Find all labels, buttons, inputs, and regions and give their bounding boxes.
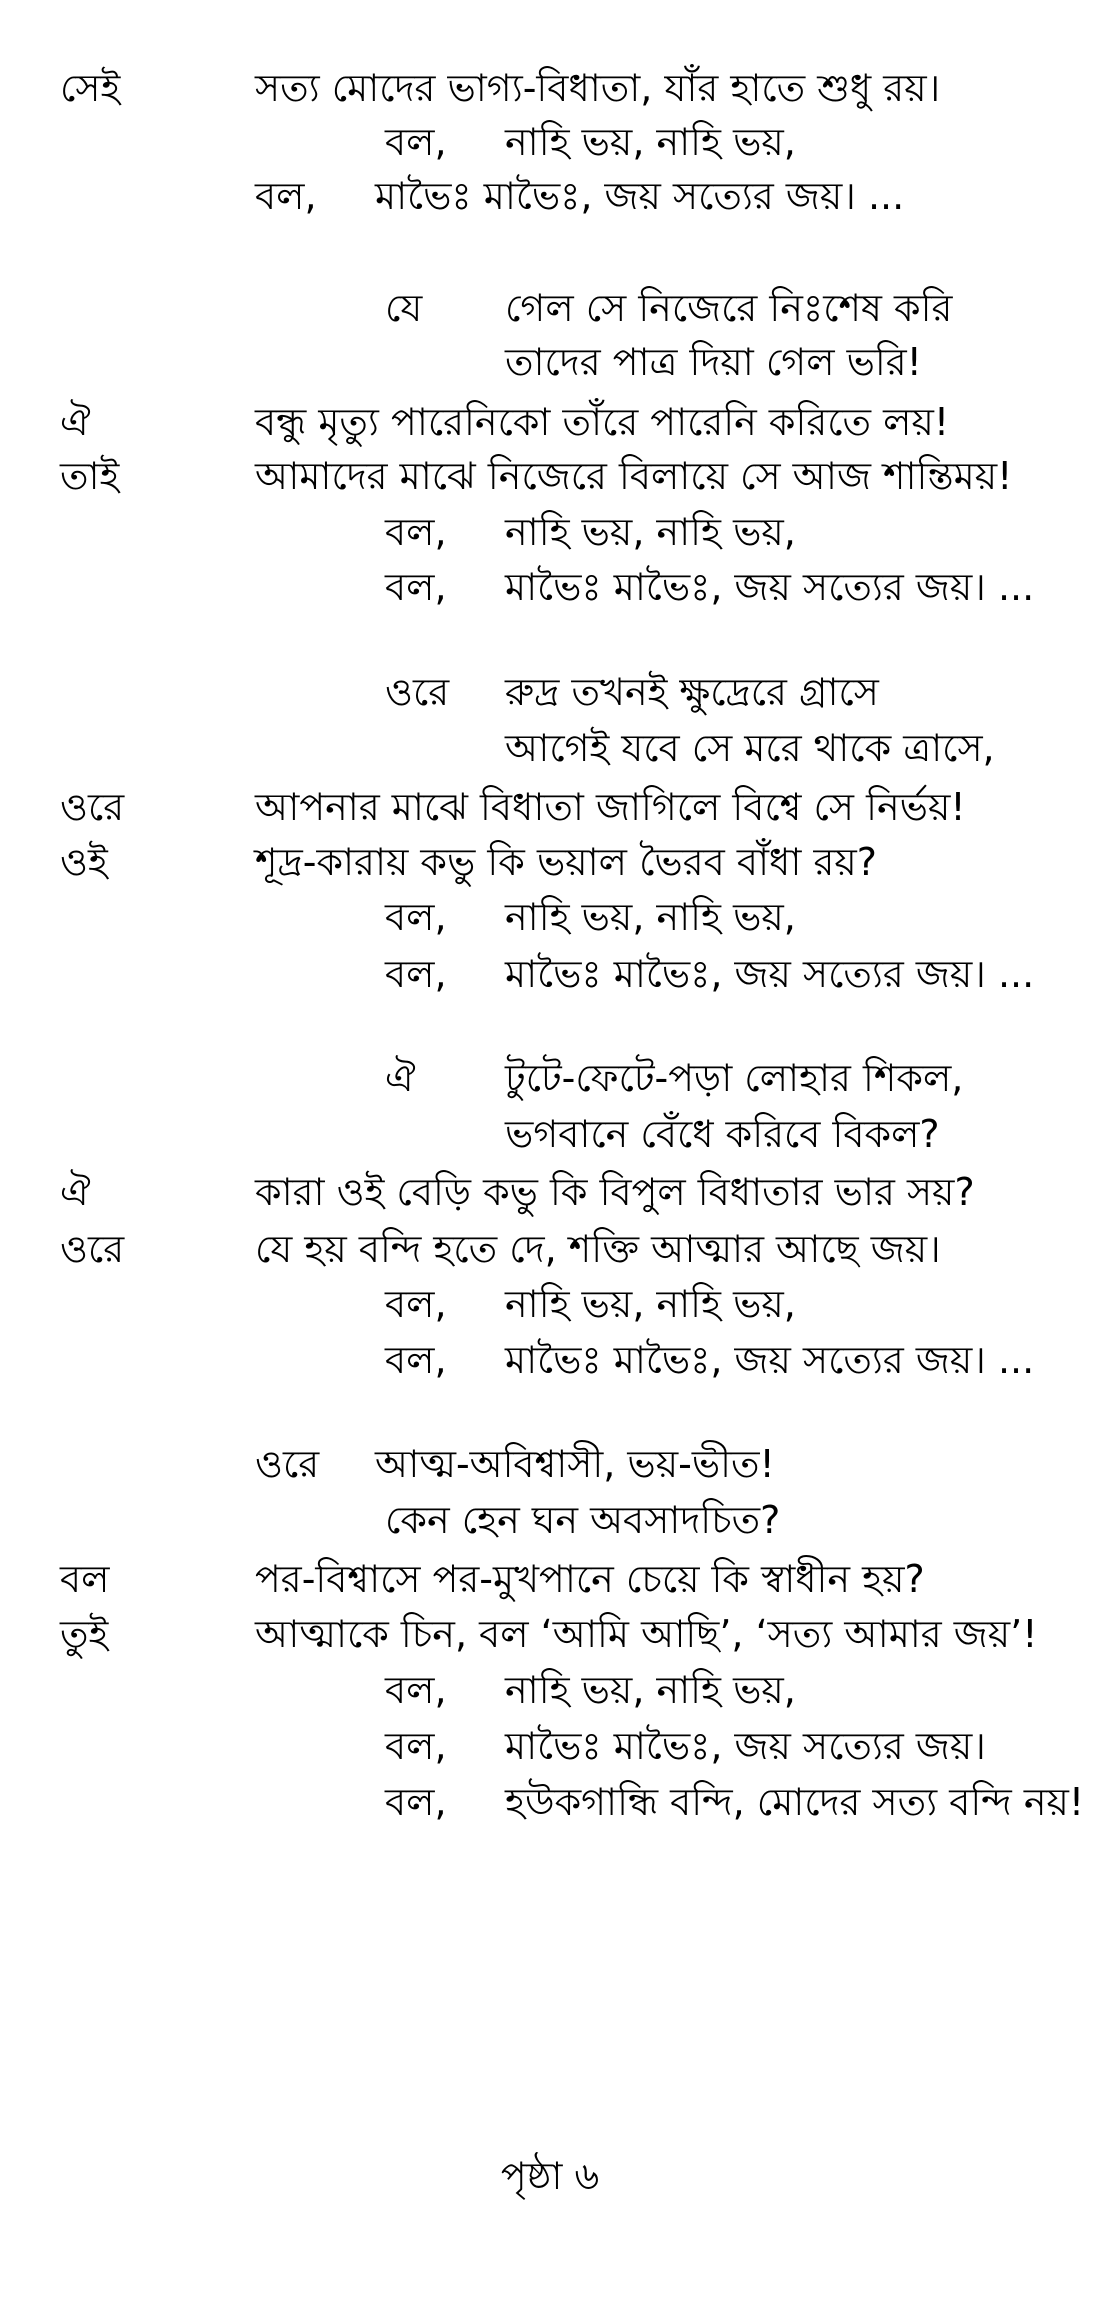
line-text: নাহি ভয়, নাহি ভয়, [505, 510, 796, 554]
line-prefix: সেই [60, 66, 121, 110]
line-text: আমাদের মাঝে নিজেরে বিলায়ে সে আজ শান্তিময়! [255, 454, 1013, 498]
line-text: নাহি ভয়, নাহি ভয়, [505, 120, 796, 164]
line-prefix: ওরে [60, 1227, 125, 1271]
line-text: নাহি ভয়, নাহি ভয়, [505, 1282, 796, 1326]
line-prefix: তাই [60, 454, 120, 498]
line-prefix: ওই [60, 840, 108, 884]
line-text: মাভৈঃ মাভৈঃ, জয় সত্যের জয়। ... [505, 1338, 1035, 1382]
line-prefix: বল, [385, 952, 447, 996]
line-prefix: বল, [385, 565, 447, 609]
line-text: আগেই যবে সে মরে থাকে ত্রাসে, [505, 726, 995, 770]
line-text: বন্ধু মৃত্যু পারেনিকো তাঁরে পারেনি করিতে লয়! [255, 400, 950, 444]
line-text: তাদের পাত্র দিয়া গেল ভরি! [505, 340, 922, 384]
line-text: কেন হেন ঘন অবসাদচিত? [385, 1498, 781, 1542]
line-text: পর-বিশ্বাসে পর-মুখপানে চেয়ে কি স্বাধীন হয়? [255, 1557, 925, 1601]
line-prefix: ঐ [60, 1170, 91, 1214]
line-prefix: ওরে [60, 785, 125, 829]
line-prefix: ওরে [255, 1442, 320, 1486]
line-text: নাহি ভয়, নাহি ভয়, [505, 1668, 796, 1712]
line-prefix: বল, [385, 1724, 447, 1768]
line-prefix: বল, [385, 1282, 447, 1326]
line-prefix: বল, [385, 1668, 447, 1712]
line-text: কারা ওই বেড়ি কভু কি বিপুল বিধাতার ভার সয়? [255, 1170, 975, 1214]
line-text: মাভৈঃ মাভৈঃ, জয় সত্যের জয়। ... [375, 174, 905, 218]
line-prefix: বল, [385, 510, 447, 554]
line-text: রুদ্র তখনই ক্ষুদ্রেরে গ্রাসে [505, 670, 879, 714]
line-text: আত্মাকে চিন, বল ‘আমি আছি’, ‘সত্য আমার জয়’! [255, 1612, 1038, 1656]
line-prefix: বল [60, 1557, 110, 1601]
line-text: আত্ম-অবিশ্বাসী, ভয়-ভীত! [375, 1442, 775, 1486]
line-text: যে হয় বন্দি হতে দে, শক্তি আত্মার আছে জয়। [255, 1227, 941, 1271]
line-text: সত্য মোদের ভাগ্য-বিধাতা, যাঁর হাতে শুধু রয়। [255, 66, 941, 110]
line-text: ভগবানে বেঁধে করিবে বিকল? [505, 1112, 940, 1156]
line-prefix: যে [385, 286, 423, 330]
line-prefix: বল, [385, 895, 447, 939]
line-prefix: বল, [255, 174, 317, 218]
line-text: হউকগান্ধি বন্দি, মোদের সত্য বন্দি নয়! [505, 1780, 1085, 1824]
line-text: শূদ্র-কারায় কভু কি ভয়াল ভৈরব বাঁধা রয়? [255, 840, 877, 884]
line-text: নাহি ভয়, নাহি ভয়, [505, 895, 796, 939]
line-text: মাভৈঃ মাভৈঃ, জয় সত্যের জয়। ... [505, 565, 1035, 609]
line-prefix: ওরে [385, 670, 450, 714]
line-text: গেল সে নিজেরে নিঃশেষ করি [505, 286, 953, 330]
line-prefix: বল, [385, 1780, 447, 1824]
line-text: মাভৈঃ মাভৈঃ, জয় সত্যের জয়। [505, 1724, 986, 1768]
line-prefix: ঐ [60, 400, 91, 444]
line-text: আপনার মাঝে বিধাতা জাগিলে বিশ্বে সে নির্ভয়! [255, 785, 966, 829]
line-prefix: ঐ [385, 1056, 416, 1100]
line-text: মাভৈঃ মাভৈঃ, জয় সত্যের জয়। ... [505, 952, 1035, 996]
line-prefix: তুই [60, 1612, 109, 1656]
page-number: পৃষ্ঠা ৬ [500, 2154, 600, 2198]
line-prefix: বল, [385, 1338, 447, 1382]
line-text: টুটে-ফেটে-পড়া লোহার শিকল, [505, 1056, 964, 1100]
line-prefix: বল, [385, 120, 447, 164]
